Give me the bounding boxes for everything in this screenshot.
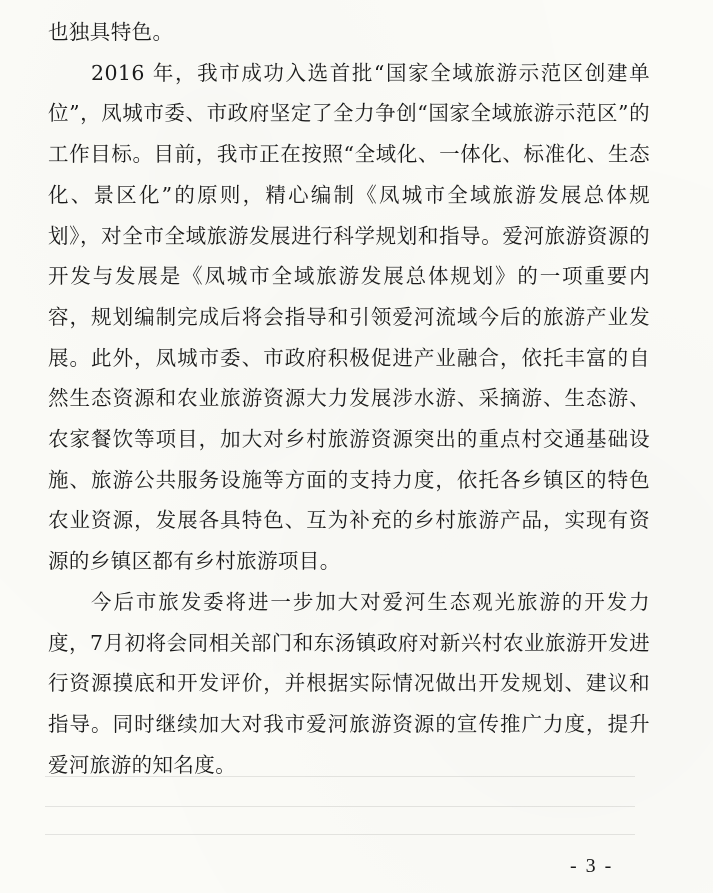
paragraph-future-work: 今后市旅发委将进一步加大对爱河生态观光旅游的开发力度，7月初将会同相关部门和东汤镇政府对新兴村农业旅游开发进行资源摸底和开发评价，并根据实际情况做出开发规划、建议和指导。同时继续加大对我市爱河旅游资源的宣传推广力度，提升爱河旅游的知名度。 <box>48 589 650 777</box>
paragraph-tourism-plan: 2016 年，我市成功入选首批“国家全域旅游示范区创建单位”，凤城市委、市政府坚定了全力争创“国家全域旅游示范区”的工作目标。目前，我市正在按照“全域化、一体化、标准化、生态化、景区化”的原则，精心编制《凤城市全域旅游发展总体规划》，对全市全域旅游发展进行科学规划和指导。爱河旅游资源的开发与发展是《凤城市全域旅游发展总体规划》的一项重要内容，规划编制完成后将会指导和引领爱河流域今后的旅游产业发展。此外，凤城市委、市政府积极促进产业融合，依托丰富的自然生态资源和农业旅游资源大力发展涉水游、采摘游、生态游、农家餐饮等项目，加大对乡村旅游资源突出的重点村交通基础设施、旅游公共服务设施等方面的支持力度，依托各乡镇区的特色农业资源，发展各具特色、互为补充的乡村旅游产品，实现有资源的乡镇区都有乡村旅游项目。 <box>48 60 650 574</box>
document-body <box>48 12 650 785</box>
page-number: - 3 - <box>570 855 614 877</box>
footer-rule-top <box>45 776 635 777</box>
faint-document-footer-lines <box>45 776 635 836</box>
footer-rule-bottom <box>45 834 635 835</box>
paragraph-continuation: 也独具特色。 <box>48 20 174 44</box>
footer-rule-middle <box>45 806 635 807</box>
